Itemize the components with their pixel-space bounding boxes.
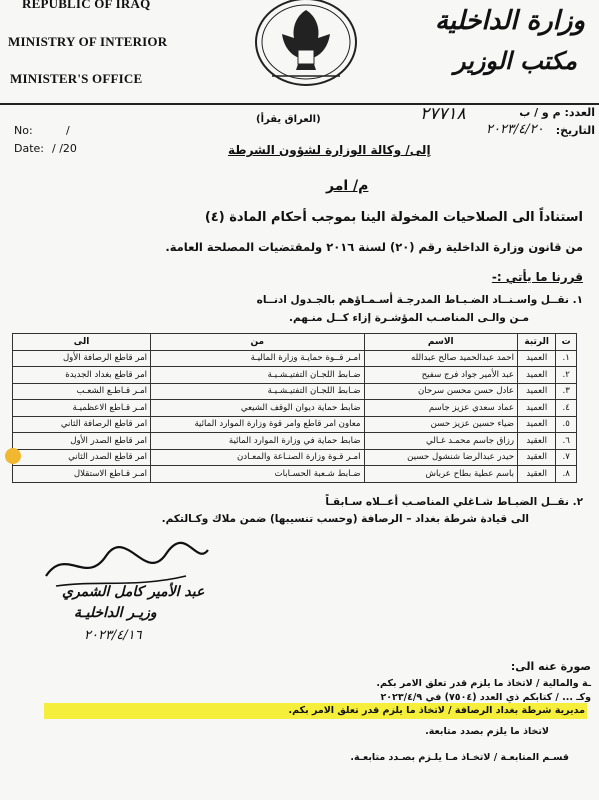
officers-table — [12, 333, 577, 483]
cell-from: ضابط حماية في وزارة الموارد المائية — [151, 433, 364, 450]
cell-name: باسم عطية بطاح عرباش — [364, 466, 518, 483]
table-row — [13, 350, 577, 367]
cell-from: امـر قــوة حمايـة وزارة الماليـة — [151, 350, 364, 367]
table-header-row — [13, 334, 577, 351]
item1-line-b: مـن والـى المناصـب المؤشـرة إزاء كــل منـهم. — [288, 312, 529, 324]
cell-rank: العميد — [518, 416, 556, 433]
cell-name: ضياء حسين عزيز حسن — [364, 416, 518, 433]
header-en-line-3: MINISTER'S OFFICE — [10, 71, 143, 86]
table-row — [13, 466, 577, 483]
date-label-ar: التاريخ: — [555, 124, 595, 137]
cell-rank: العميد — [518, 400, 556, 417]
cell-number: ٧. — [556, 449, 577, 466]
signatory-title: وزيـر الداخليـة — [74, 605, 157, 621]
header-divider — [0, 103, 599, 105]
subject: م/ امر — [326, 178, 369, 194]
cell-name: عماد سعدي عزيز جاسم — [364, 400, 518, 417]
cell-name: رزاق جاسم محمـد غـالي — [364, 433, 518, 450]
header-ar-office: مكتب الوزير — [453, 46, 577, 75]
signature-date: ٢٠٢٣/٤/١٦ — [84, 628, 142, 643]
table-row — [13, 367, 577, 384]
date-label: Date: — [14, 142, 44, 155]
preamble-line-1: استناداً الى الصلاحيات المخولة الينا بموجب أحكام المادة (٤) — [204, 210, 583, 225]
col-header-name: الاسم — [364, 334, 518, 351]
col-header-number: ت — [556, 334, 577, 351]
cell-to: امر قاطع الرصافة الأول — [13, 350, 151, 367]
cell-rank: العقيد — [518, 433, 556, 450]
date-en-value: / /20 — [52, 142, 77, 155]
iraq-reads: (العراق يقرأ) — [256, 114, 321, 125]
date-value: ٢٠٢٣/٤/٢٠ — [486, 122, 544, 137]
cell-number: ١. — [556, 350, 577, 367]
footer-line-5: قسـم المتابعـة / لاتخـاذ مـا يلـزم بصـدد متابعـة. — [350, 752, 569, 763]
col-header-from: من — [151, 334, 364, 351]
decided-heading: قررنا ما يأتي :- — [491, 270, 583, 284]
footer-line-4: لاتخاذ ما يلزم بصدد متابعة. — [425, 726, 549, 737]
cell-to: امـر قـاطع الاستقلال — [13, 466, 151, 483]
item1-line-a: ١. نقــل واسـنــاد الضـبـاط المدرجـة أسـمـاؤهم بالجـدول ادنــاه — [256, 294, 583, 306]
col-header-rank: الرتبة — [518, 334, 556, 351]
table-row — [13, 433, 577, 450]
cell-from: ضـابط اللجـان التفتيـشـيـة — [151, 367, 364, 384]
cell-name: حيدر عبدالرضا شنشول حسين — [364, 449, 518, 466]
cell-from: ضـابط اللجـان التفتيـشـيـة — [151, 383, 364, 400]
table-row — [13, 400, 577, 417]
footer-line-3: مديرية شرطة بغداد الرصافة / لاتخاذ ما يلزم قدر تعلق الامر بكم. — [288, 705, 585, 716]
footer-line-2: وكـ ... / كتابكم ذي العدد (٧٥٠٤) في ٢٠٢٣/٤/٩ — [380, 692, 591, 703]
cell-name: احمد عبدالحميد صالح عبدالله — [364, 350, 518, 367]
orange-dot-mark — [5, 448, 21, 464]
cell-rank: العميد — [518, 383, 556, 400]
cell-to: امر قاطع بغداد الجديدة — [13, 367, 151, 384]
table-row — [13, 383, 577, 400]
table-row — [13, 416, 577, 433]
cell-rank: العقيد — [518, 466, 556, 483]
table-row — [13, 449, 577, 466]
item2-line-b: الى قيادة شرطة بغداد – الرصافة (وحسب تنسيبها) ضمن ملاك وكـالتكم. — [161, 513, 529, 525]
cell-name: عادل حسن محسن سرحان — [364, 383, 518, 400]
no-value: / — [66, 124, 70, 137]
preamble-line-2: من قانون وزارة الداخلية رقم (٢٠) لسنة ٢٠١٦ ولمقتضيات المصلحة العامة. — [165, 240, 583, 254]
header-en-line-1: REPUBLIC OF IRAQ — [22, 0, 151, 11]
ref-number: ٢٧٧١٨ — [420, 104, 466, 124]
header-en-line-2: MINISTRY OF INTERIOR — [8, 34, 168, 49]
item2-line-a: ٢. نقــل الضبـاط شـاغلي المناصـب أعــلاه سـابقـاً — [325, 496, 583, 508]
cell-rank: العقيد — [518, 449, 556, 466]
to-line: إلى/ وكالة الوزارة لشؤون الشرطة — [228, 143, 431, 157]
cell-rank: العميد — [518, 367, 556, 384]
cell-to: امـر قـاطـع الشعـب — [13, 383, 151, 400]
cell-to: امر قاطع الصدر الأول — [13, 433, 151, 450]
no-label: No: — [14, 124, 33, 137]
iraq-eagle-emblem-icon — [252, 0, 360, 90]
cell-number: ٥. — [556, 416, 577, 433]
footer-line-1: ـة والمالية / لاتخاذ ما يلزم قدر تعلق الامر بكم. — [376, 678, 591, 689]
cell-to: امر قاطع الرصافة الثاني — [13, 416, 151, 433]
cell-number: ٤. — [556, 400, 577, 417]
col-header-to: الى — [13, 334, 151, 351]
signatory-name: عبد الأمير كامل الشمري — [62, 584, 205, 600]
cell-number: ٦. — [556, 433, 577, 450]
cell-from: معاون امر قاطع وامر قوة وزارة الموارد المائية — [151, 416, 364, 433]
cell-from: ضابط حماية ديوان الوقف الشيعي — [151, 400, 364, 417]
header-ar-ministry: وزارة الداخلية — [434, 6, 585, 36]
cell-from: ضـابط شـعبة الحسـابات — [151, 466, 364, 483]
cell-to: امر قاطع الصدر الثاني — [13, 449, 151, 466]
cell-to: امـر قـاطع الاعظميـة — [13, 400, 151, 417]
cell-number: ٨. — [556, 466, 577, 483]
ref-label: العدد: م و / ب — [519, 106, 595, 119]
cell-from: امـر قـوة وزارة الصنـاعة والمعـادن — [151, 449, 364, 466]
cell-name: عبد الأمير جواد فرج سفيح — [364, 367, 518, 384]
cell-number: ٢. — [556, 367, 577, 384]
copy-label: صورة عنه الى: — [510, 660, 591, 673]
cell-number: ٣. — [556, 383, 577, 400]
cell-rank: العميد — [518, 350, 556, 367]
